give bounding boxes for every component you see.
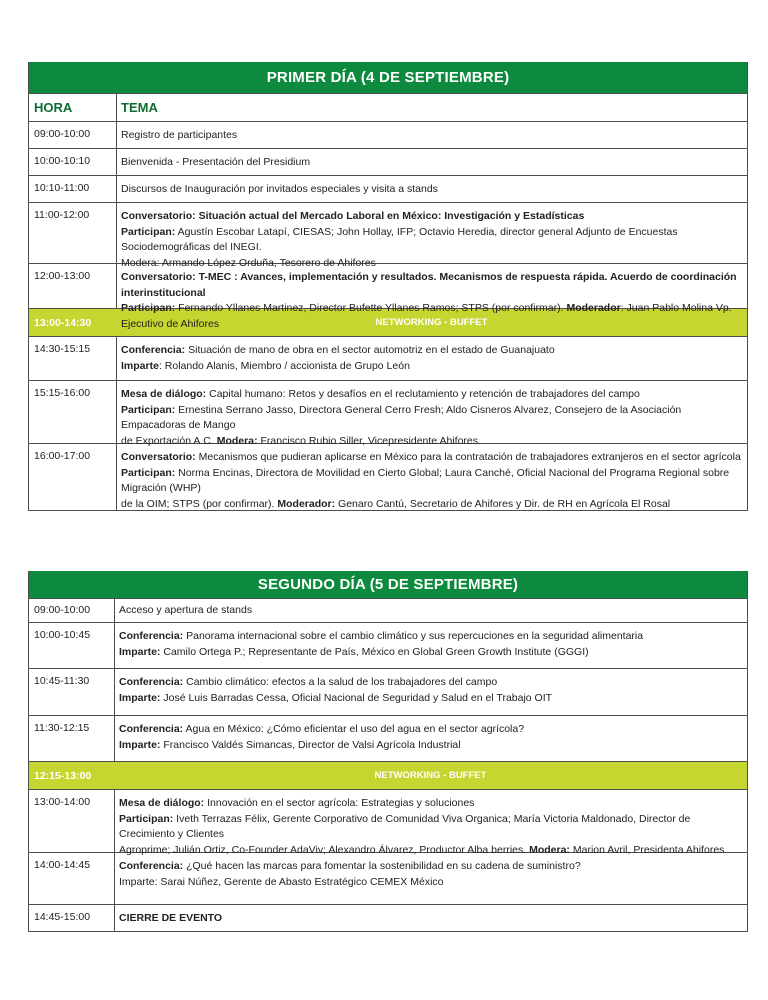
row-time: 15:15-16:00	[34, 387, 91, 399]
topic-type: Conversatorio:	[121, 451, 196, 463]
topic-text: Acceso y apertura de stands	[119, 604, 253, 616]
header-row	[29, 93, 747, 121]
table-row	[29, 148, 747, 175]
row-topic	[114, 716, 747, 761]
row-topic	[114, 669, 747, 715]
closing-label: CIERRE DE EVENTO	[119, 912, 223, 924]
speaker-label: Imparte	[121, 359, 159, 372]
row-time: 11:30-12:15	[34, 722, 90, 734]
row-topic	[116, 149, 747, 175]
row-time: 12:15-13:00	[34, 769, 92, 782]
topic-text: Registro de participantes	[121, 129, 238, 141]
table-row	[29, 668, 747, 715]
topic-type: Mesa de diálogo:	[119, 797, 205, 809]
moderator-text: Marion Avril, Presidenta Ahifores	[569, 843, 725, 856]
participants-text: Fernando Yllanes Martinez, Director Bufette Yllanes Ramos; STPS (por confirmar).	[175, 302, 567, 314]
topic-title: Conversatorio: Situación actual del Mercado Laboral en México: Investigación y Estadísticas	[121, 210, 585, 222]
participants-label: Participan:	[121, 225, 176, 238]
table-row	[29, 121, 747, 148]
topic-text: Innovación en el sector agrícola: Estrategias y soluciones	[204, 797, 475, 809]
row-topic	[116, 122, 747, 148]
topic-text: Situación de mano de obra en el sector automotriz en el estado de Guanajuato	[185, 344, 555, 356]
topic-type: Conferencia:	[121, 344, 186, 356]
participants-text: Agustín Escobar Latapí, CIESAS; John Hollay, IFP; Octavio Heredia, director general Adjunto de Encuestas Sociodemográficas del INEGI.	[121, 225, 678, 253]
topic-type: Mesa de diálogo:	[121, 388, 207, 400]
col-tema: TEMA	[116, 94, 747, 121]
row-topic	[116, 337, 747, 380]
topic-text: Agua en México: ¿Cómo eficientar el uso del agua en el sector agrícola?	[183, 723, 525, 735]
row-topic	[116, 381, 747, 447]
row-time: 14:00-14:45	[34, 859, 91, 871]
speaker-text: : Rolando Alanis, Miembro / accionista de Grupo León	[158, 359, 410, 372]
table-row	[29, 622, 747, 668]
participants-text: de Exportación A.C.	[121, 434, 217, 447]
row-time: 12:00-13:00	[34, 270, 91, 282]
speaker-text: Imparte: Sarai Núñez, Gerente de Abasto Estratégico CEMEX México	[119, 875, 444, 888]
row-topic	[114, 853, 747, 904]
moderator-text: Francisco Rubio Siller, Vicepresidente Ahifores.	[257, 434, 481, 447]
networking-row	[29, 761, 747, 789]
speaker-label: Imparte:	[119, 738, 161, 751]
row-topic	[116, 444, 747, 510]
topic-text: Mecanismos que pudieran aplicarse en México para la contratación de trabajadores extranjeros en el sector agrícola	[195, 451, 741, 463]
speaker-label: Imparte:	[119, 645, 161, 658]
participants-text: Iveth Terrazas Félix, Gerente Corporativo de Comunidad Viva Organica; María Victoria Maldonado, Director de Crecimiento y Clientes	[119, 812, 691, 840]
speaker-label: Imparte:	[119, 691, 161, 704]
row-topic	[116, 176, 747, 202]
table-row	[29, 789, 747, 856]
participants-text: Norma Encinas, Directora de Movilidad en Cierto Global; Laura Canché, Oficial Nacional del Programa Regional sobre Migración (WHP)	[121, 466, 730, 494]
row-time: 13:00-14:30	[34, 316, 92, 329]
moderator-label: Moderador	[566, 302, 621, 314]
row-time: 13:00-14:00	[34, 796, 91, 808]
row-time: 14:30-15:15	[34, 343, 91, 355]
topic-text: Bienvenida - Presentación del Presidium	[121, 156, 311, 168]
moderator-label: Moderador:	[277, 497, 336, 510]
speaker-text: Camilo Ortega P.; Representante de País, México en Global Green Growth Institute (GGGI)	[160, 645, 589, 658]
table-row	[29, 443, 747, 510]
participants-label: Participan:	[119, 812, 174, 825]
day2-title: SEGUNDO DÍA (5 DE SEPTIEMBRE)	[29, 571, 747, 598]
table-row	[29, 202, 747, 269]
speaker-text: José Luis Barradas Cessa, Oficial Nacional de Seguridad y Salud en el Trabajo OIT	[160, 691, 553, 704]
day2-table	[28, 571, 748, 932]
table-row	[29, 380, 747, 447]
col-hora: HORA	[34, 100, 73, 115]
speaker-text: Francisco Valdés Simancas, Director de Valsi Agrícola Industrial	[160, 738, 461, 751]
row-time: 14:45-15:00	[34, 911, 91, 923]
participants-label: Participan:	[121, 302, 176, 314]
moderator-text: Modera: Armando López Orduña, Tesorero de Ahifores	[121, 256, 376, 269]
row-time: 16:00-17:00	[34, 450, 91, 462]
networking-label: NETWORKING - BUFFET	[374, 769, 487, 781]
topic-type: Conferencia:	[119, 860, 184, 872]
participants-label: Participan:	[121, 466, 176, 479]
table-row	[29, 852, 747, 904]
row-topic	[116, 203, 747, 269]
topic-type: Conferencia:	[119, 676, 184, 688]
topic-type: Conferencia:	[119, 630, 184, 642]
moderator-label: Modera:	[529, 843, 570, 856]
table-row	[29, 715, 747, 761]
row-topic	[114, 599, 747, 622]
table-row	[29, 904, 747, 931]
moderator-text: Genaro Cantú, Secretario de Ahifores y Dir. de RH en Agrícola El Rosal	[335, 497, 671, 510]
participants-text: de la OIM; STPS (por confirmar).	[121, 497, 278, 510]
row-time: 10:00-10:45	[34, 629, 91, 641]
topic-title: Conversatorio: T-MEC : Avances, implementación y resultados. Mecanismos de respuesta rápida. Acuerdo de coordinación interinstitucional	[121, 271, 737, 299]
row-time: 09:00-10:00	[34, 128, 91, 140]
topic-text: Capital humano: Retos y desafíos en el reclutamiento y retención de trabajadores del campo	[206, 388, 640, 400]
row-time: 11:00-12:00	[34, 209, 90, 221]
topic-type: Conferencia:	[119, 723, 184, 735]
row-topic	[114, 905, 747, 931]
row-time: 09:00-10:00	[34, 604, 91, 616]
topic-text: Discursos de Inauguración por invitados especiales y visita a stands	[121, 183, 438, 195]
topic-text: Panorama internacional sobre el cambio climático y sus repercuciones en la seguridad alimentaria	[183, 630, 644, 642]
topic-text: Cambio climático: efectos a la salud de los trabajadores del campo	[183, 676, 498, 688]
row-time: 10:45-11:30	[34, 675, 90, 687]
participants-label: Participan:	[121, 403, 176, 416]
row-time: 10:10-11:00	[34, 182, 90, 194]
topic-text: ¿Qué hacen las marcas para fomentar la sostenibilidad en su cadena de suministro?	[183, 860, 581, 872]
row-topic	[114, 623, 747, 668]
table-row	[29, 598, 747, 622]
day1-table	[28, 62, 748, 511]
table-row	[29, 336, 747, 380]
networking-label: NETWORKING - BUFFET	[375, 316, 488, 328]
moderator-text: : Juan Pablo Molina Vp. Ejecutivo de Ahifores	[121, 302, 732, 330]
participants-text: Ernestina Serrano Jasso, Directora General Cerro Fresh; Aldo Cisneros Alvarez, Consejero de la Asociación Empacadoras de Mango	[121, 403, 682, 431]
day1-title: PRIMER DÍA (4 DE SEPTIEMBRE)	[29, 62, 747, 93]
row-time: 10:00-10:10	[34, 155, 91, 167]
row-topic	[114, 790, 747, 856]
table-row	[29, 175, 747, 202]
participants-text: Agroprime; Julián Ortiz, Co-Founder AdaViv; Alexandro Álvarez, Productor Alba berries.	[119, 843, 530, 856]
moderator-label: Modera:	[216, 434, 258, 447]
